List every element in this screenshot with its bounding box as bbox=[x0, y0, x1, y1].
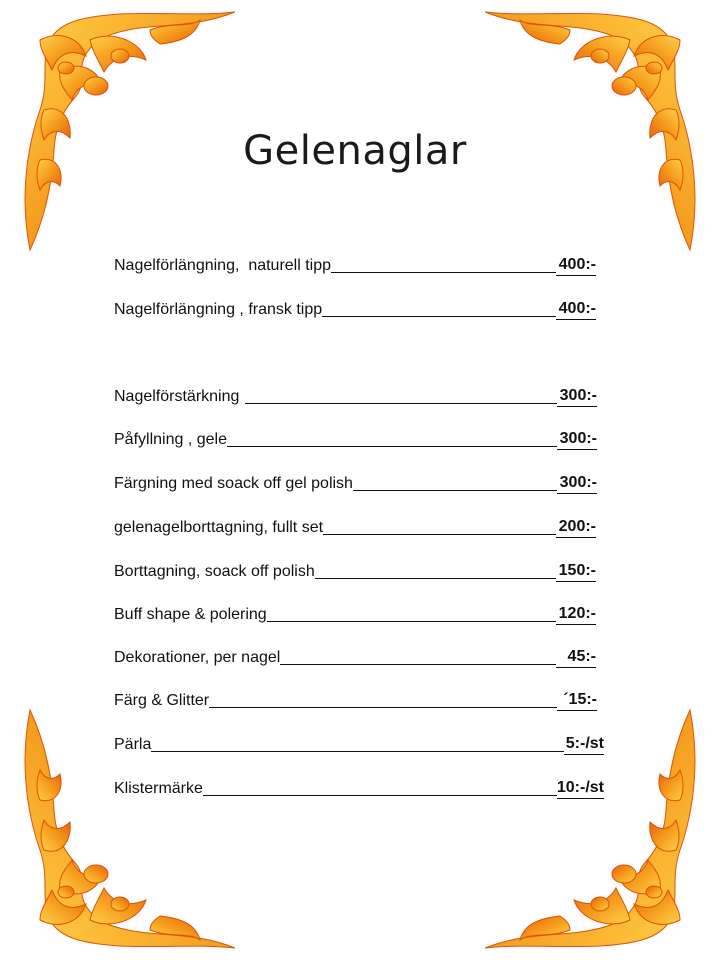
service-price: 300:- bbox=[557, 429, 597, 450]
leader-line bbox=[323, 533, 556, 535]
service-label: Buff shape & polering bbox=[114, 606, 267, 623]
page-title: Gelenaglar bbox=[243, 128, 467, 174]
service-label: Färgning med soack off gel polish bbox=[114, 475, 353, 492]
service-label: Dekorationer, per nagel bbox=[114, 649, 281, 666]
price-row bbox=[114, 298, 596, 320]
service-price: 400:- bbox=[556, 299, 596, 320]
price-row bbox=[114, 646, 596, 668]
price-row bbox=[114, 603, 596, 625]
price-row bbox=[114, 385, 597, 407]
service-label: Påfyllning , gele bbox=[114, 431, 227, 448]
leader-line bbox=[331, 271, 556, 273]
service-price: 200:- bbox=[556, 517, 596, 538]
service-label: Nagelförlängning, naturell tipp bbox=[114, 257, 332, 274]
service-label: Nagelförstärkning bbox=[114, 388, 240, 405]
service-price: 5:-/st bbox=[564, 734, 604, 755]
service-label: Nagelförlängning , fransk tipp bbox=[114, 301, 323, 318]
leader-line bbox=[353, 489, 557, 491]
service-price: 400:- bbox=[556, 255, 596, 276]
leader-line bbox=[245, 402, 557, 404]
service-label: Färg & Glitter bbox=[114, 692, 210, 709]
service-price: ´15:- bbox=[557, 690, 597, 711]
price-row bbox=[114, 516, 596, 538]
price-row bbox=[114, 777, 604, 799]
service-price: 300:- bbox=[557, 473, 597, 494]
price-row bbox=[114, 689, 597, 711]
service-price: 150:- bbox=[556, 561, 596, 582]
service-price: 300:- bbox=[557, 386, 597, 407]
price-row bbox=[114, 254, 596, 276]
price-row bbox=[114, 733, 604, 755]
service-label: gelenagelborttagning, fullt set bbox=[114, 519, 324, 536]
service-price: 120:- bbox=[556, 604, 596, 625]
service-label: Klistermärke bbox=[114, 780, 203, 797]
leader-line bbox=[280, 663, 556, 665]
leader-line bbox=[315, 577, 556, 579]
price-row bbox=[114, 560, 596, 582]
leader-line bbox=[203, 794, 557, 796]
service-label: Pärla bbox=[114, 736, 152, 753]
leader-line bbox=[322, 315, 556, 317]
leader-line bbox=[209, 706, 557, 708]
service-label: Borttagning, soack off polish bbox=[114, 563, 315, 580]
leader-line bbox=[227, 445, 557, 447]
leader-line bbox=[151, 750, 564, 752]
service-price: 10:-/st bbox=[557, 778, 604, 799]
price-row bbox=[114, 428, 597, 450]
service-price: 45:- bbox=[556, 647, 596, 668]
price-row bbox=[114, 472, 597, 494]
leader-line bbox=[267, 620, 556, 622]
